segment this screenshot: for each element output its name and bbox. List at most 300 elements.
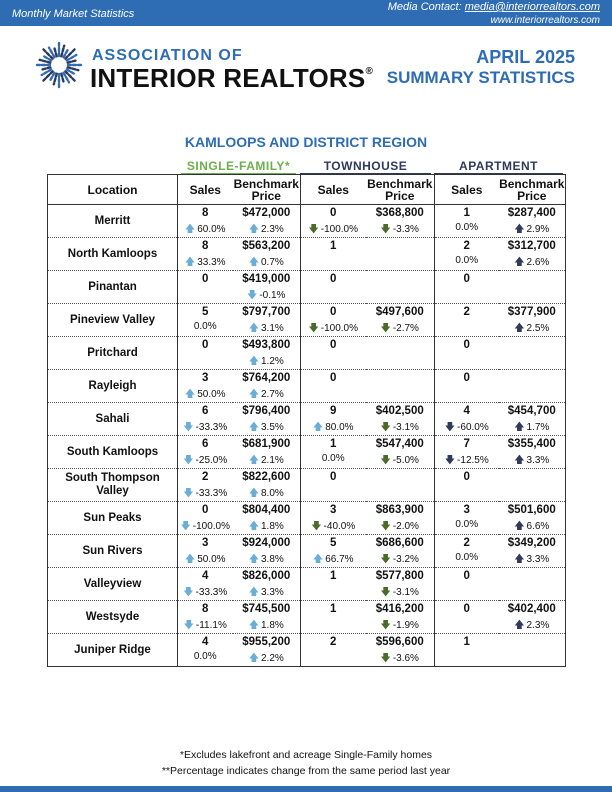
location-name: Westsyde [48, 601, 178, 634]
sf-price-value: $472,000 [242, 207, 291, 219]
arrow-up-icon: 🡅 [248, 389, 259, 400]
th-price-value: $368,800 [375, 207, 424, 219]
ap-sales-cell [435, 271, 499, 304]
arrow-up-icon: 🡅 [248, 356, 259, 367]
th-price-cell [366, 205, 435, 238]
sf-price-cell [233, 469, 301, 502]
th-price-value: $497,600 [375, 306, 424, 318]
arrow-down-icon: 🡇 [380, 653, 391, 664]
table-header-row [48, 175, 566, 205]
sf-price-change: 🡅 3.1% [233, 321, 301, 338]
sf-price-value: $745,500 [242, 603, 291, 615]
table-row [48, 271, 566, 304]
th-sales-cell [301, 238, 366, 271]
ap-sales-cell [435, 634, 499, 667]
sf-price-value: $681,900 [242, 438, 291, 450]
sf-price-change: 🡅 3.5% [233, 420, 301, 437]
sf-sales-change: 🡅 60.0% [178, 222, 233, 239]
table-row [48, 370, 566, 403]
sf-sales-value: 0 [202, 504, 209, 516]
ap-price-cell [499, 535, 566, 568]
sf-price-value: $419,000 [242, 273, 291, 285]
arrow-up-icon: 🡅 [514, 422, 525, 433]
arrow-down-icon: 🡇 [183, 488, 194, 499]
col-sf-benchmark: Benchmark Price [233, 176, 299, 203]
th-price-cell [366, 502, 435, 535]
ap-sales-change: 🡇 -60.0% [435, 420, 499, 437]
ap-sales-cell [435, 568, 499, 601]
th-sales-value: 0 [330, 372, 337, 384]
arrow-down-icon: 🡇 [180, 521, 191, 532]
th-price-change: 🡇 -2.0% [366, 519, 435, 536]
arrow-down-icon: 🡇 [380, 554, 391, 565]
contact-email-link[interactable]: media@interiorrealtors.com [464, 1, 600, 13]
arrow-up-icon: 🡅 [184, 554, 196, 565]
sf-price-value: $822,600 [242, 471, 291, 483]
sf-sales-cell [178, 436, 233, 469]
sf-price-cell [233, 403, 301, 436]
ap-price-cell [499, 469, 566, 502]
arrow-up-icon: 🡅 [248, 455, 259, 466]
th-sales-change: 🡅 66.7% [301, 552, 366, 569]
th-price-change: 🡇 -2.7% [366, 321, 435, 338]
sf-sales-value: 5 [202, 306, 209, 318]
th-price-cell [366, 304, 435, 337]
col-ap-sales: Sales [435, 175, 499, 205]
sf-sales-cell [178, 304, 233, 337]
sf-sales-value: 4 [202, 636, 209, 648]
ap-sales-cell [435, 205, 499, 238]
sf-sales-change: 0.0% [193, 321, 217, 332]
th-price-cell [366, 601, 435, 634]
ap-sales-cell [435, 304, 499, 337]
th-sales-cell [301, 601, 366, 634]
arrow-down-icon: 🡇 [444, 455, 456, 466]
ap-sales-value: 1 [463, 207, 470, 219]
th-price-cell [366, 436, 435, 469]
location-name: South Thompson Valley [48, 469, 178, 502]
sf-price-cell [233, 238, 301, 271]
ap-price-cell [499, 502, 566, 535]
sf-price-change: 🡅 2.3% [233, 222, 301, 239]
ap-sales-value: 7 [463, 438, 470, 450]
ap-sales-change: 0.0% [455, 222, 479, 233]
th-sales-value: 1 [330, 603, 337, 615]
col-location: Location [48, 175, 178, 205]
media-contact [388, 1, 600, 27]
table-row [48, 502, 566, 535]
arrow-down-icon: 🡇 [311, 521, 322, 532]
group-header-single-family: SINGLE-FAMILY* [186, 159, 291, 173]
table-row [48, 568, 566, 601]
ap-price-value: $454,700 [507, 405, 556, 417]
th-sales-cell [301, 568, 366, 601]
sf-sales-cell [178, 403, 233, 436]
th-sales-cell [301, 271, 366, 304]
arrow-down-icon: 🡇 [183, 455, 194, 466]
location-name: Sahali [48, 403, 178, 436]
th-sales-change: 🡇 -100.0% [301, 321, 366, 338]
sf-price-value: $796,400 [242, 405, 291, 417]
ap-price-change: 🡅 2.9% [499, 222, 566, 239]
arrow-up-icon: 🡅 [248, 323, 259, 334]
ap-price-change: 🡅 2.3% [499, 618, 566, 635]
sf-sales-cell [178, 238, 233, 271]
sf-price-cell [233, 436, 301, 469]
ap-sales-cell [435, 502, 499, 535]
sf-price-change: 🡇 -0.1% [233, 288, 301, 305]
location-name: Sun Rivers [48, 535, 178, 568]
arrow-up-icon: 🡅 [248, 257, 259, 268]
th-price-cell [366, 568, 435, 601]
footnote-2: **Percentage indicates change from the same period last year [161, 765, 451, 777]
ap-price-change: 🡅 3.3% [499, 552, 566, 569]
ap-sales-value: 0 [463, 471, 470, 483]
sf-price-value: $764,200 [242, 372, 291, 384]
website-link[interactable]: www.interiorrealtors.com [490, 15, 600, 26]
th-sales-change: 0.0% [321, 453, 345, 464]
th-sales-cell [301, 337, 366, 370]
ap-sales-value: 0 [463, 570, 470, 582]
arrow-up-icon: 🡅 [312, 422, 324, 433]
sf-price-cell [233, 370, 301, 403]
table-row [48, 337, 566, 370]
arrow-down-icon: 🡇 [183, 422, 194, 433]
arrow-down-icon: 🡇 [380, 224, 391, 235]
sf-sales-cell [178, 568, 233, 601]
th-price-change: 🡇 -3.1% [366, 585, 435, 602]
sf-sales-change: 🡇 -100.0% [178, 519, 233, 536]
arrow-down-icon: 🡇 [380, 587, 391, 598]
arrow-up-icon: 🡅 [514, 455, 525, 466]
th-price-cell [366, 403, 435, 436]
ap-price-value: $402,400 [507, 603, 556, 615]
ap-sales-value: 0 [463, 603, 470, 615]
location-name: Pineview Valley [48, 304, 178, 337]
arrow-up-icon: 🡅 [514, 224, 525, 235]
sf-sales-change: 🡅 33.3% [178, 255, 233, 272]
sf-sales-value: 2 [202, 471, 209, 483]
sf-sales-value: 8 [202, 207, 209, 219]
sf-sales-change: 🡇 -25.0% [178, 453, 233, 470]
th-price-change: 🡇 -1.9% [366, 618, 435, 635]
th-sales-value: 0 [330, 339, 337, 351]
ap-price-cell [499, 271, 566, 304]
ap-sales-change: 🡇 -12.5% [435, 453, 499, 470]
ap-sales-value: 2 [463, 537, 470, 549]
ap-sales-value: 0 [463, 273, 470, 285]
sf-sales-change: 🡇 -33.3% [178, 585, 233, 602]
arrow-up-icon: 🡅 [514, 323, 525, 334]
arrow-up-icon: 🡅 [184, 389, 196, 400]
sf-sales-cell [178, 271, 233, 304]
th-sales-value: 3 [330, 504, 337, 516]
arrow-up-icon: 🡅 [248, 422, 259, 433]
sf-sales-value: 0 [202, 273, 209, 285]
sf-sales-cell [178, 535, 233, 568]
arrow-down-icon: 🡇 [380, 422, 391, 433]
ap-sales-value: 1 [463, 636, 470, 648]
arrow-down-icon: 🡇 [183, 620, 194, 631]
arrow-down-icon: 🡇 [308, 224, 319, 235]
sf-price-cell [233, 337, 301, 370]
sf-sales-value: 3 [202, 372, 209, 384]
arrow-down-icon: 🡇 [308, 323, 319, 334]
th-sales-value: 0 [330, 471, 337, 483]
ap-sales-value: 4 [463, 405, 470, 417]
sf-price-value: $797,700 [242, 306, 291, 318]
table-row [48, 304, 566, 337]
ap-sales-value: 2 [463, 306, 470, 318]
ap-price-value: $312,700 [507, 240, 556, 252]
th-sales-change: 🡅 80.0% [301, 420, 366, 437]
sf-price-cell [233, 271, 301, 304]
th-sales-change: 🡇 -100.0% [301, 222, 366, 239]
sf-price-change: 🡅 8.0% [233, 486, 301, 503]
ap-sales-value: 2 [463, 240, 470, 252]
th-sales-value: 0 [330, 306, 337, 318]
th-price-value: $596,600 [375, 636, 424, 648]
sf-price-value: $826,000 [242, 570, 291, 582]
group-header-townhouse: TOWNHOUSE [323, 159, 408, 173]
th-price-value: $863,900 [375, 504, 424, 516]
sf-sales-change: 🡅 50.0% [178, 552, 233, 569]
sf-price-cell [233, 601, 301, 634]
th-price-value: $402,500 [375, 405, 424, 417]
sf-price-change: 🡅 0.7% [233, 255, 301, 272]
arrow-down-icon: 🡇 [444, 422, 456, 433]
sf-sales-value: 6 [202, 438, 209, 450]
arrow-down-icon: 🡇 [380, 620, 391, 631]
sf-price-cell [233, 304, 301, 337]
sf-sales-change: 🡇 -11.1% [178, 618, 233, 635]
statistics-table [47, 174, 566, 667]
arrow-up-icon: 🡅 [248, 620, 259, 631]
sf-price-value: $955,200 [242, 636, 291, 648]
th-price-cell [366, 469, 435, 502]
th-price-cell [366, 535, 435, 568]
sf-sales-value: 6 [202, 405, 209, 417]
sf-price-cell [233, 568, 301, 601]
arrow-up-icon: 🡅 [248, 488, 259, 499]
ap-price-cell [499, 634, 566, 667]
arrow-up-icon: 🡅 [184, 224, 196, 235]
location-name: Sun Peaks [48, 502, 178, 535]
arrow-up-icon: 🡅 [248, 224, 259, 235]
table-row [48, 436, 566, 469]
th-price-change: 🡇 -5.0% [366, 453, 435, 470]
top-banner [0, 0, 612, 26]
sf-sales-change: 0.0% [193, 651, 217, 662]
ap-sales-value: 0 [463, 372, 470, 384]
ap-price-cell [499, 238, 566, 271]
arrow-up-icon: 🡅 [514, 521, 525, 532]
ap-price-change: 🡅 3.3% [499, 453, 566, 470]
starburst-logo-icon [34, 40, 84, 90]
table-row [48, 469, 566, 502]
series-label: Monthly Market Statistics [12, 8, 135, 20]
sf-sales-cell [178, 205, 233, 238]
sf-sales-value: 4 [202, 570, 209, 582]
th-price-change: 🡇 -3.2% [366, 552, 435, 569]
registered-mark: ® [365, 66, 374, 77]
col-th-benchmark: Benchmark Price [366, 175, 435, 205]
th-price-value: $686,600 [375, 537, 424, 549]
ap-price-cell [499, 403, 566, 436]
ap-price-value: $287,400 [507, 207, 556, 219]
th-sales-value: 1 [330, 240, 337, 252]
th-sales-cell [301, 370, 366, 403]
col-ap-benchmark: Benchmark Price [499, 176, 565, 203]
th-price-cell [366, 370, 435, 403]
org-name-line1: ASSOCIATION OF [92, 47, 243, 64]
th-price-cell [366, 238, 435, 271]
location-name: Merritt [48, 205, 178, 238]
table-row [48, 403, 566, 436]
sf-sales-cell [178, 337, 233, 370]
location-name: North Kamloops [48, 238, 178, 271]
location-name: Pritchard [48, 337, 178, 370]
ap-price-value: $355,400 [507, 438, 556, 450]
th-sales-cell [301, 469, 366, 502]
th-sales-cell [301, 304, 366, 337]
th-price-change: 🡇 -3.3% [366, 222, 435, 239]
location-name: Pinantan [48, 271, 178, 304]
sf-sales-change: 🡇 -33.3% [178, 486, 233, 503]
sf-price-cell [233, 205, 301, 238]
th-sales-change: 🡇 -40.0% [301, 519, 366, 536]
ap-price-change: 🡅 2.5% [499, 321, 566, 338]
ap-sales-cell [435, 403, 499, 436]
sf-price-cell [233, 634, 301, 667]
table-row [48, 535, 566, 568]
arrow-up-icon: 🡅 [514, 620, 525, 631]
th-sales-value: 0 [330, 207, 337, 219]
sf-sales-cell [178, 601, 233, 634]
th-sales-cell [301, 205, 366, 238]
arrow-up-icon: 🡅 [248, 587, 259, 598]
footnotes [0, 747, 612, 779]
report-title: SUMMARY STATISTICS [386, 68, 575, 87]
location-name: Rayleigh [48, 370, 178, 403]
arrow-up-icon: 🡅 [514, 554, 525, 565]
ap-sales-change: 0.0% [455, 255, 479, 266]
th-price-change: 🡇 -3.1% [366, 420, 435, 437]
th-sales-cell [301, 403, 366, 436]
ap-sales-value: 0 [463, 339, 470, 351]
arrow-up-icon: 🡅 [248, 521, 259, 532]
ap-price-cell [499, 436, 566, 469]
sf-price-change: 🡅 1.8% [233, 519, 301, 536]
ap-price-cell [499, 304, 566, 337]
bottom-banner [0, 786, 612, 792]
ap-price-cell [499, 568, 566, 601]
footnote-1: *Excludes lakefront and acreage Single-Family homes [179, 749, 433, 761]
sf-price-change: 🡅 3.8% [233, 552, 301, 569]
sf-price-change: 🡅 2.1% [233, 453, 301, 470]
sf-price-change: 🡅 2.2% [233, 651, 301, 668]
ap-price-cell [499, 205, 566, 238]
sf-price-cell [233, 502, 301, 535]
th-price-value: $416,200 [375, 603, 424, 615]
ap-price-change: 🡅 2.6% [499, 255, 566, 272]
th-sales-value: 0 [330, 273, 337, 285]
arrow-down-icon: 🡇 [247, 290, 258, 301]
th-sales-cell [301, 634, 366, 667]
th-price-value: $577,800 [375, 570, 424, 582]
sf-sales-cell [178, 634, 233, 667]
arrow-up-icon: 🡅 [514, 257, 525, 268]
th-price-change: 🡇 -3.6% [366, 651, 435, 668]
th-sales-value: 1 [330, 438, 337, 450]
arrow-up-icon: 🡅 [248, 653, 259, 664]
ap-sales-cell [435, 535, 499, 568]
sf-price-value: $493,800 [242, 339, 291, 351]
org-name-text: INTERIOR REALTORS [90, 63, 366, 93]
ap-price-cell [499, 370, 566, 403]
sf-sales-change: 🡇 -33.3% [178, 420, 233, 437]
ap-price-change: 🡅 1.7% [499, 420, 566, 437]
ap-sales-cell [435, 337, 499, 370]
arrow-down-icon: 🡇 [380, 323, 391, 334]
table-row [48, 601, 566, 634]
th-price-cell [366, 337, 435, 370]
table-row [48, 634, 566, 667]
arrow-down-icon: 🡇 [380, 521, 391, 532]
th-sales-cell [301, 535, 366, 568]
ap-price-value: $501,600 [507, 504, 556, 516]
contact-label: Media Contact: [387, 1, 462, 13]
location-name: Juniper Ridge [74, 643, 151, 656]
group-header-apartment: APARTMENT [459, 159, 538, 173]
ap-price-cell [499, 337, 566, 370]
ap-sales-change: 0.0% [455, 519, 479, 530]
region-title: KAMLOOPS AND DISTRICT REGION [184, 134, 428, 150]
ap-sales-cell [435, 601, 499, 634]
org-name-line2 [90, 63, 373, 94]
sf-price-value: $924,000 [242, 537, 291, 549]
sf-sales-value: 0 [202, 339, 209, 351]
sf-sales-value: 8 [202, 603, 209, 615]
sf-price-change: 🡅 1.2% [233, 354, 301, 371]
th-sales-value: 2 [330, 636, 337, 648]
ap-sales-value: 3 [463, 504, 470, 516]
sf-sales-cell [178, 370, 233, 403]
report-month: APRIL 2025 [476, 47, 575, 67]
ap-price-change: 🡅 6.6% [499, 519, 566, 536]
ap-price-value: $349,200 [507, 537, 556, 549]
ap-sales-cell [435, 238, 499, 271]
sf-price-value: $804,400 [242, 504, 291, 516]
ap-sales-change: 0.0% [455, 552, 479, 563]
location-name: Valleyview [48, 568, 178, 601]
arrow-up-icon: 🡅 [312, 554, 324, 565]
ap-price-cell [499, 601, 566, 634]
sf-sales-change: 🡅 50.0% [178, 387, 233, 404]
sf-price-change: 🡅 1.8% [233, 618, 301, 635]
sf-sales-cell [178, 502, 233, 535]
arrow-down-icon: 🡇 [380, 455, 391, 466]
th-price-value: $547,400 [375, 438, 424, 450]
arrow-down-icon: 🡇 [183, 587, 194, 598]
table-row [48, 205, 566, 238]
ap-price-value: $377,900 [507, 306, 556, 318]
th-sales-value: 5 [330, 537, 337, 549]
sf-sales-value: 3 [202, 537, 209, 549]
ap-sales-cell [435, 370, 499, 403]
sf-sales-value: 8 [202, 240, 209, 252]
col-th-sales: Sales [301, 175, 366, 205]
